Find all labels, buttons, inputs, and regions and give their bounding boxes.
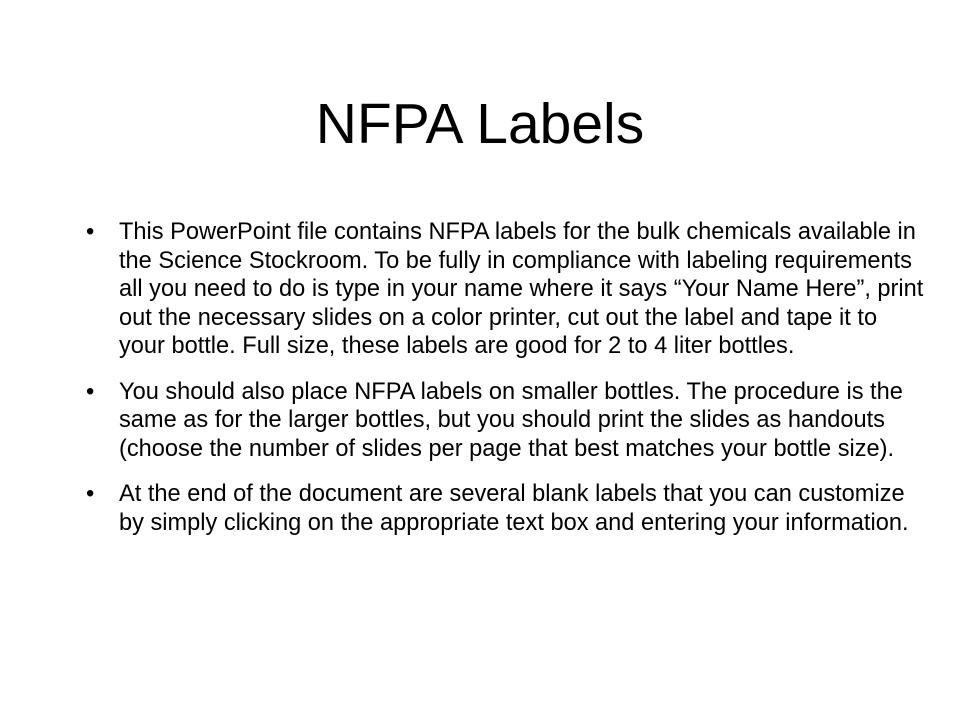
- bullet-text: At the end of the document are several blank labels that you can customize by simply clicking on the appropriate text box and entering your information.: [119, 481, 909, 536]
- bullet-text: You should also place NFPA labels on smaller bottles. The procedure is the same as for the larger bottles, but you should print the slides as handouts (choose the number of slides per page that best matches your bottle size).: [119, 378, 903, 462]
- bullet-marker: •: [86, 378, 95, 405]
- bullet-item: [86, 480, 926, 537]
- bullet-item: [86, 378, 926, 464]
- slide-title: NFPA Labels: [315, 92, 645, 156]
- bullet-marker: •: [86, 219, 95, 245]
- bullet-text: This PowerPoint file contains NFPA labels for the bulk chemicals available in the Science Stockroom. To be fully in compliance with labeling requirements all you need to do is type in your name where it says “Your Name Here”, print out the necessary slides on a color printer, cut out the label and tape it to your bottle. Full size, these labels are good for 2 to 4 liter bottles.: [119, 219, 924, 359]
- bullet-marker: •: [86, 481, 95, 507]
- bullet-item: [86, 218, 926, 361]
- bullet-list: [86, 218, 926, 554]
